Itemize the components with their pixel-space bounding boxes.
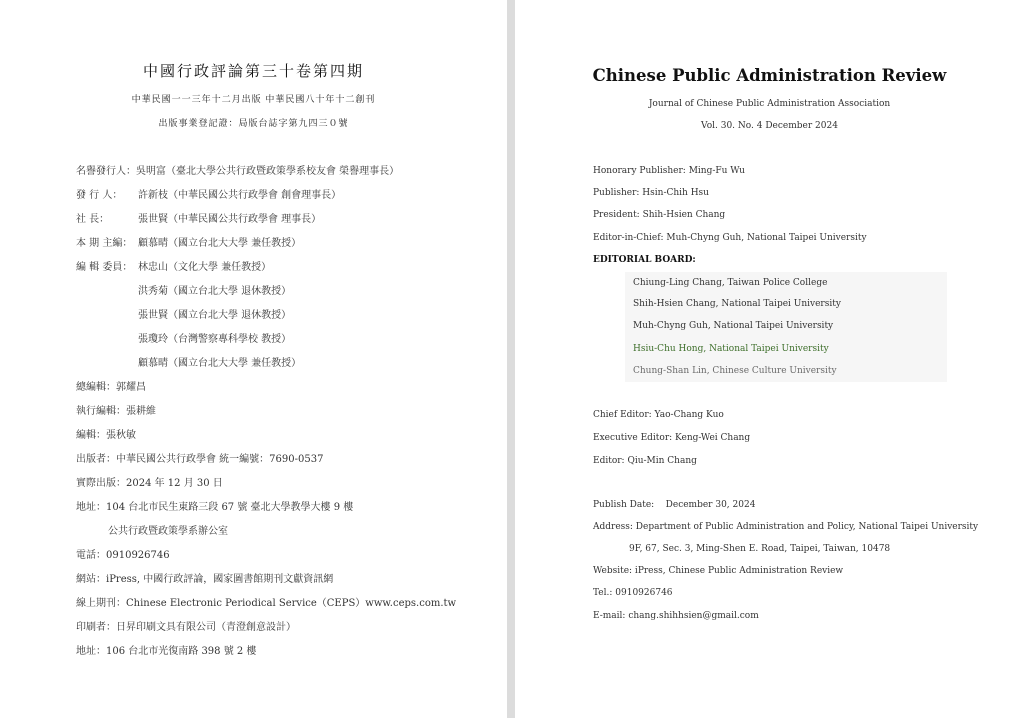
editorial-board-heading: EDITORIAL BOARD: bbox=[593, 255, 696, 265]
committee-member: 張瓊玲（台灣警察專科學校 教授） bbox=[138, 334, 292, 345]
publish-date-line: 實際出版：2024 年 12 月 30 日 bbox=[76, 478, 223, 489]
committee-member: 張世賢（國立台北大學 退休教授） bbox=[138, 310, 292, 321]
journal-subtitle: Journal of Chinese Public Administration Association bbox=[648, 99, 891, 109]
editor-in-chief: Editor-in-Chief: Muh-Chyng Guh, National Taipei University bbox=[593, 233, 867, 243]
exec-editor-line: 執行編輯：張耕維 bbox=[76, 406, 156, 417]
board-member-muted: Chung-Shan Lin, Chinese Culture University bbox=[633, 366, 837, 376]
committee-member: 顧慕晴（國立台北大大學 兼任教授） bbox=[138, 358, 302, 369]
publisher-line: 發 行 人： 許新枝（中華民國公共行政學會 創會理事長） bbox=[76, 190, 342, 201]
telephone: Tel.: 0910926746 bbox=[593, 588, 673, 598]
left-title: 中國行政評論第三十卷第四期 bbox=[142, 62, 364, 80]
honorary-publisher-line: 名譽發行人：吳明富（臺北大學公共行政暨政策學系校友會 榮譽理事長） bbox=[76, 166, 400, 177]
left-subtitle-1: 中華民國一一三年十二月出版 中華民國八十年十二創刊 bbox=[131, 95, 376, 105]
board-member: Shih-Hsien Chang, National Taipei University bbox=[633, 299, 841, 309]
website: Website: iPress, Chinese Public Administration Review bbox=[593, 566, 844, 576]
editor: Editor: Qiu-Min Chang bbox=[593, 456, 697, 466]
committee-member: 洪秀菊（國立台北大學 退休教授） bbox=[138, 286, 292, 297]
journal-title: Chinese Public Administration Review bbox=[592, 66, 947, 85]
address-line: 地址：104 台北市民生東路三段 67 號 臺北大學教學大樓 9 樓 bbox=[76, 502, 354, 513]
board-member-highlighted: Hsiu-Chu Hong, National Taipei University bbox=[633, 344, 829, 354]
left-subtitle-2: 出版事業登記證：局版台誌字第九四三０號 bbox=[158, 119, 349, 129]
editor-line: 編輯：張秋敏 bbox=[76, 430, 136, 441]
president: President: Shih-Hsien Chang bbox=[593, 210, 726, 220]
chief-editor-line: 總編輯：郭耀昌 bbox=[76, 382, 146, 393]
executive-editor: Executive Editor: Keng-Wei Chang bbox=[593, 433, 751, 443]
online-journal-line: 線上期刊：Chinese Electronic Periodical Service（CEPS）www.ceps.com.tw bbox=[76, 598, 457, 609]
address-line-2: 9F, 67, Sec. 3, Ming-Shen E. Road, Taipei, Taiwan, 10478 bbox=[629, 544, 891, 554]
publisher: Publisher: Hsin-Chih Hsu bbox=[593, 188, 709, 198]
chief-editor: Chief Editor: Yao-Chang Kuo bbox=[593, 410, 724, 420]
volume-info: Vol. 30. No. 4 December 2024 bbox=[701, 121, 838, 131]
issue-editor-line: 本 期 主編： 顧慕晴（國立台北大大學 兼任教授） bbox=[76, 238, 302, 249]
board-member: Muh-Chyng Guh, National Taipei University bbox=[633, 321, 834, 331]
right-page bbox=[515, 0, 1024, 718]
address-line-2: 公共行政暨政策學系辦公室 bbox=[108, 526, 228, 537]
publisher-info-line: 出版者：中華民國公共行政學會 統一編號：7690-0537 bbox=[76, 454, 324, 465]
address-line-1: Address: Department of Public Administration and Policy, National Taipei University bbox=[593, 522, 979, 532]
printer-line: 印刷者：日昇印刷文具有限公司（青澄創意設計） bbox=[76, 622, 296, 633]
email: E-mail: chang.shihhsien@gmail.com bbox=[593, 611, 759, 621]
publish-date: Publish Date: December 30, 2024 bbox=[593, 500, 756, 510]
board-member: Chiung-Ling Chang, Taiwan Police College bbox=[633, 278, 828, 288]
president-line: 社 長： 張世賢（中華民國公共行政學會 理事長） bbox=[76, 214, 322, 225]
left-page bbox=[0, 0, 507, 718]
printer-address-line: 地址：106 台北市光復南路 398 號 2 樓 bbox=[76, 646, 257, 657]
phone-line: 電話：0910926746 bbox=[76, 550, 170, 561]
committee-line: 編 輯 委員： 林忠山（文化大學 兼任教授） bbox=[76, 262, 272, 273]
website-line: 網站：iPress, 中國行政評論，國家圖書館期刊文獻資訊網 bbox=[76, 574, 334, 585]
honorary-publisher: Honorary Publisher: Ming-Fu Wu bbox=[593, 166, 745, 176]
